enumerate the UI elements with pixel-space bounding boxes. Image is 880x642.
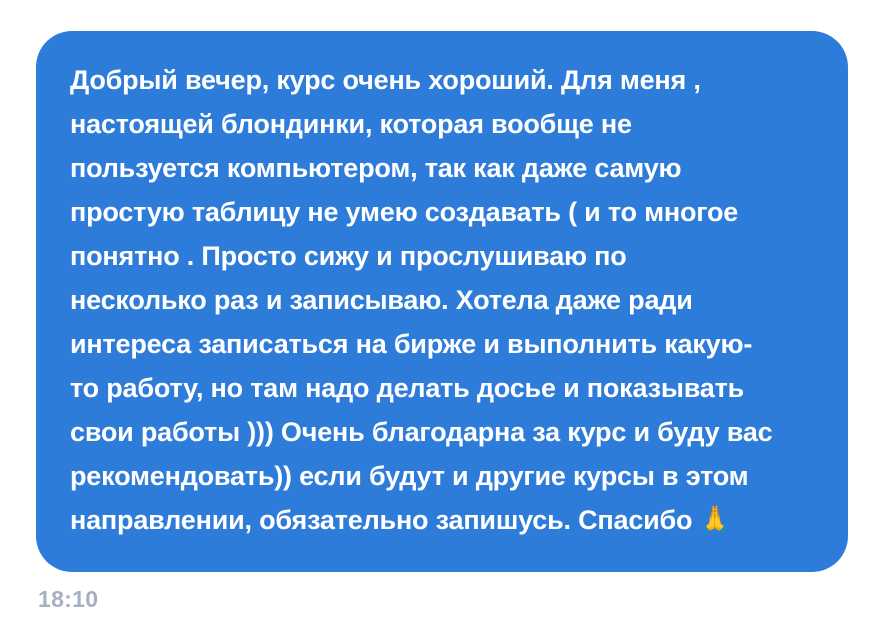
message-timestamp: 18:10 <box>38 586 99 612</box>
message-line: настоящей блондинки, которая вообще не <box>70 109 632 139</box>
message-line: понятно . Просто сижу и прослушиваю по <box>70 241 627 271</box>
message-bubble <box>36 31 848 572</box>
message-line: свои работы ))) Очень благодарна за курс и буду вас <box>70 417 773 447</box>
message-line: то работу, но там надо делать досье и показывать <box>70 373 744 403</box>
message-line: Добрый вечер, курс очень хороший. Для меня , <box>70 65 701 95</box>
message-line: пользуется компьютером, так как даже самую <box>70 153 682 183</box>
message-line-text: направлении, обязательно запишусь. Спасибо <box>70 505 693 535</box>
message-line: простую таблицу не умею создавать ( и то многое <box>70 197 739 227</box>
message-line: несколько раз и записываю. Хотела даже ради <box>70 285 693 315</box>
message-line <box>70 498 822 542</box>
message-line: рекомендовать)) если будут и другие курсы в этом <box>70 461 749 491</box>
message-line: интереса записаться на бирже и выполнить какую- <box>70 329 753 359</box>
folded-hands-emoji: 🙏 <box>698 505 732 535</box>
